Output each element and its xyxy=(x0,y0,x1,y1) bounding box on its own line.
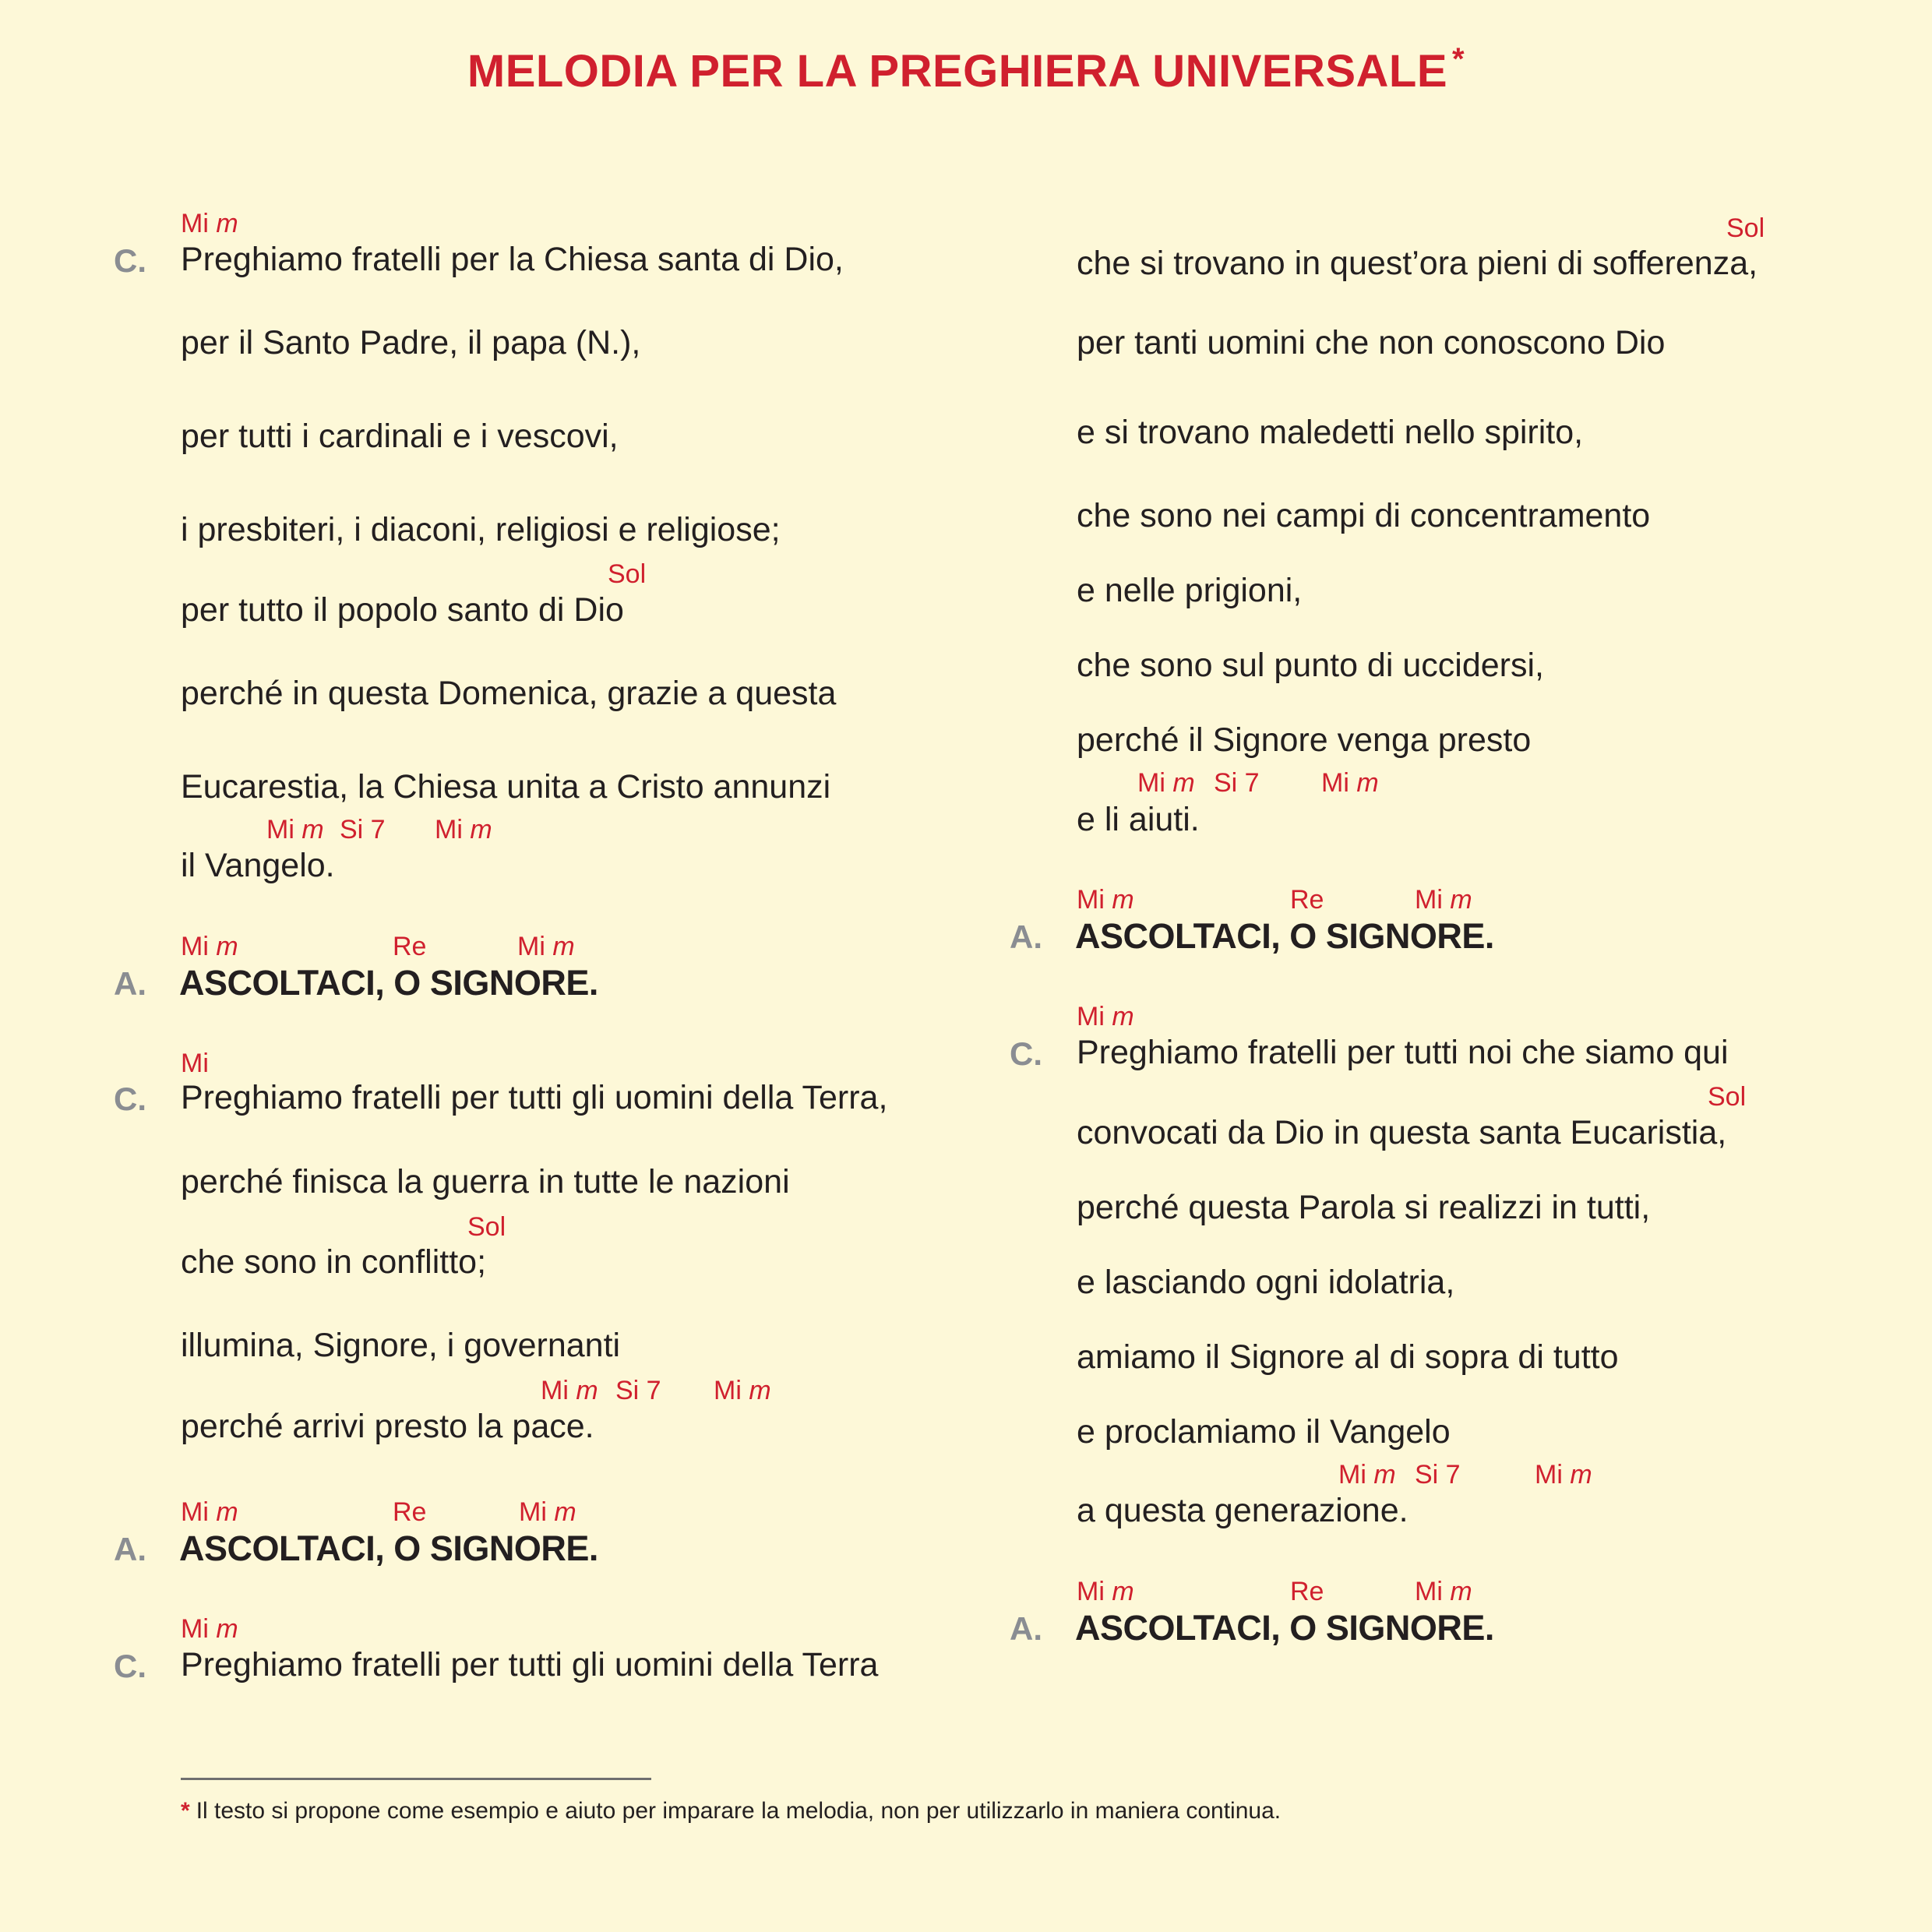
chord-mim: Mi m xyxy=(1077,885,1134,915)
verse-line: Preghiamo fratelli per tutti gli uomini della Terra xyxy=(181,1646,879,1683)
response-line: ASCOLTACI, O SIGNORE. xyxy=(1075,916,1494,956)
verse-line: per il Santo Padre, il papa (N.), xyxy=(181,324,641,361)
chord-mim: Mi m xyxy=(1077,1002,1134,1031)
footnote-divider xyxy=(181,1778,651,1780)
verse-line: illumina, Signore, i governanti xyxy=(181,1327,621,1364)
chord-mim: Mi m xyxy=(1077,1577,1134,1606)
chord-mim: Mi m xyxy=(1137,768,1195,798)
verse-line: che si trovano in quest’ora pieni di sofferenza, xyxy=(1077,245,1758,282)
chord-mi: Mi xyxy=(181,1049,209,1078)
response-line: ASCOLTACI, O SIGNORE. xyxy=(179,1528,598,1568)
verse-line: per tanti uomini che non conoscono Dio xyxy=(1077,324,1666,361)
chord-re: Re xyxy=(1290,885,1324,915)
celebrant-label: C. xyxy=(1010,1035,1042,1072)
verse-line: e proclamiamo il Vangelo xyxy=(1077,1413,1451,1451)
chord-mim: Mi m xyxy=(266,815,324,844)
chord-sol: Sol xyxy=(467,1212,506,1242)
chord-si7: Si 7 xyxy=(1415,1460,1461,1490)
verse-line: per tutto il popolo santo di Dio xyxy=(181,591,624,629)
verse-line: che sono sul punto di uccidersi, xyxy=(1077,647,1544,684)
verse-line: che sono nei campi di concentramento xyxy=(1077,497,1651,534)
footnote-text: Il testo si propone come esempio e aiuto per imparare la melodia, non per utilizzarlo in maniera continua. xyxy=(196,1798,1282,1824)
celebrant-label: C. xyxy=(114,1648,146,1684)
assembly-label: A. xyxy=(114,1531,146,1567)
chord-mim: Mi m xyxy=(1338,1460,1396,1490)
footnote-asterisk: * xyxy=(181,1798,190,1824)
verse-line: perché questa Parola si realizzi in tutti, xyxy=(1077,1189,1651,1226)
chord-mim: Mi m xyxy=(1535,1460,1592,1490)
chord-mim: Mi m xyxy=(1321,768,1379,798)
verse-line: perché arrivi presto la pace. xyxy=(181,1408,594,1445)
chord-mim: Mi m xyxy=(541,1376,598,1405)
chord-re: Re xyxy=(393,932,427,961)
verse-line: che sono in conflitto; xyxy=(181,1243,487,1281)
response-line: ASCOLTACI, O SIGNORE. xyxy=(1075,1608,1494,1648)
verse-line: e li aiuti. xyxy=(1077,801,1200,838)
verse-line: Preghiamo fratelli per la Chiesa santa di Dio, xyxy=(181,241,844,278)
assembly-label: A. xyxy=(1010,918,1042,955)
title-asterisk: * xyxy=(1452,42,1465,76)
verse-line: perché in questa Domenica, grazie a questa xyxy=(181,675,837,712)
page-title xyxy=(0,42,1932,97)
verse-line: e nelle prigioni, xyxy=(1077,572,1303,609)
verse-line: a questa generazione. xyxy=(1077,1492,1408,1529)
chord-mim: Mi m xyxy=(181,209,238,238)
chord-mim: Mi m xyxy=(181,1497,238,1527)
celebrant-label: C. xyxy=(114,242,146,279)
verse-line: perché finisca la guerra in tutte le nazioni xyxy=(181,1163,790,1200)
verse-line: i presbiteri, i diaconi, religiosi e religiose; xyxy=(181,511,781,548)
chord-mim: Mi m xyxy=(517,932,575,961)
assembly-label: A. xyxy=(114,965,146,1002)
verse-line: e lasciando ogni idolatria, xyxy=(1077,1264,1455,1301)
verse-line: perché il Signore venga presto xyxy=(1077,721,1532,759)
verse-line: per tutti i cardinali e i vescovi, xyxy=(181,418,619,455)
chord-sol: Sol xyxy=(1708,1082,1747,1112)
footnote xyxy=(181,1798,1281,1824)
chord-si7: Si 7 xyxy=(1214,768,1260,798)
chord-sol: Sol xyxy=(1726,213,1765,243)
chord-mim: Mi m xyxy=(181,932,238,961)
verse-line: Eucarestia, la Chiesa unita a Cristo annunzi xyxy=(181,768,831,806)
chord-re: Re xyxy=(393,1497,427,1527)
chord-sol: Sol xyxy=(608,559,647,589)
chord-si7: Si 7 xyxy=(340,815,386,844)
verse-line: Preghiamo fratelli per tutti gli uomini della Terra, xyxy=(181,1079,888,1116)
chord-mim: Mi m xyxy=(1415,1577,1472,1606)
verse-line: Preghiamo fratelli per tutti noi che siamo qui xyxy=(1077,1034,1729,1071)
celebrant-label: C. xyxy=(114,1081,146,1117)
verse-line: amiamo il Signore al di sopra di tutto xyxy=(1077,1338,1619,1376)
verse-line: e si trovano maledetti nello spirito, xyxy=(1077,414,1584,451)
chord-mim: Mi m xyxy=(1415,885,1472,915)
verse-line: il Vangelo. xyxy=(181,847,335,884)
chord-re: Re xyxy=(1290,1577,1324,1606)
assembly-label: A. xyxy=(1010,1610,1042,1647)
chord-mim: Mi m xyxy=(435,815,492,844)
response-line: ASCOLTACI, O SIGNORE. xyxy=(179,963,598,1003)
chord-mim: Mi m xyxy=(714,1376,771,1405)
chord-si7: Si 7 xyxy=(615,1376,661,1405)
verse-line: convocati da Dio in questa santa Eucaristia, xyxy=(1077,1114,1727,1151)
title-text: MELODIA PER LA PREGHIERA UNIVERSALE xyxy=(467,46,1448,97)
chord-mim: Mi m xyxy=(519,1497,576,1527)
chord-mim: Mi m xyxy=(181,1614,238,1644)
